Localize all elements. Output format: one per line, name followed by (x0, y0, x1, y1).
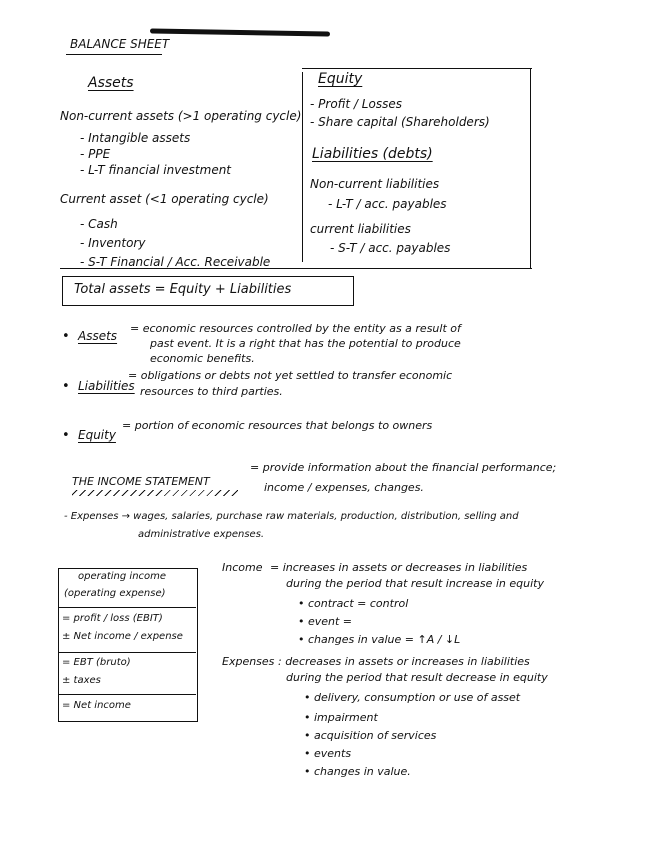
income-statement-text: = provide information about the financial performance; (250, 461, 557, 474)
expenses-bullet: • acquisition of services (304, 729, 437, 742)
calc-divider (58, 607, 196, 608)
liability-item: - L-T / acc. payables (328, 197, 447, 211)
calc-row: ± taxes (62, 675, 101, 686)
noncurrent-assets-heading: Non-current assets (>1 operating cycle) (60, 109, 302, 123)
calc-divider (58, 694, 196, 695)
expenses-definition: during the period that result decrease in equity (286, 671, 548, 684)
calc-row: ± Net income / expense (62, 631, 183, 642)
equity-definition: = portion of economic resources that belongs to owners (122, 419, 433, 432)
asset-item: - PPE (80, 147, 111, 161)
assets-definition-line: past event. It is a right that has the potential to produce (150, 337, 461, 350)
title-underline (66, 54, 162, 55)
income-definition: during the period that result increase in equity (286, 577, 544, 590)
equity-right-border (530, 68, 531, 268)
equity-top-border (302, 68, 532, 69)
expenses-definition: : decreases in assets or increases in liabilities (278, 655, 530, 668)
asset-item: - Inventory (80, 236, 146, 250)
income-bullet: • event = (298, 615, 353, 628)
bullet: • (62, 379, 70, 394)
page-title: BALANCE SHEET (70, 37, 170, 51)
bullet: • (62, 329, 70, 344)
income-label: Income (222, 561, 263, 574)
calc-row: = Net income (62, 700, 131, 711)
expenses-note: - Expenses → wages, salaries, purchase raw materials, production, distribution, selling and (64, 511, 519, 522)
assets-definition-line: economic benefits. (150, 352, 255, 365)
income-statement-text: income / expenses, changes. (264, 481, 424, 494)
expenses-bullet: • changes in value. (304, 765, 411, 778)
equity-item: - Share capital (Shareholders) (310, 115, 490, 129)
assets-heading: Assets (88, 75, 134, 91)
calc-row: = EBT (bruto) (62, 657, 131, 668)
current-assets-heading: Current asset (<1 operating cycle) (60, 192, 269, 206)
income-definition: = increases in assets or decreases in liabilities (270, 561, 528, 574)
asset-item: - S-T Financial / Acc. Receivable (80, 255, 271, 269)
expenses-bullet: • events (304, 747, 352, 760)
balance-formula: Total assets = Equity + Liabilities (74, 282, 292, 297)
equity-item: - Profit / Losses (310, 97, 402, 111)
liabilities-definition-line: resources to third parties. (140, 385, 283, 398)
assets-definition-line: = economic resources controlled by the entity as a result of (130, 322, 461, 335)
calc-divider (58, 652, 196, 653)
liabilities-heading: Liabilities (debts) (312, 146, 433, 162)
current-liabilities-heading: current liabilities (310, 222, 411, 236)
expenses-bullet: • delivery, consumption or use of asset (304, 691, 521, 704)
liabilities-definition-line: = obligations or debts not yet settled to transfer economic (128, 369, 453, 382)
bullet: • (62, 428, 70, 443)
asset-item: - Intangible assets (80, 131, 191, 145)
wavy-underline (72, 490, 238, 496)
liability-item: - S-T / acc. payables (330, 241, 451, 255)
income-statement-heading: THE INCOME STATEMENT (72, 475, 210, 488)
calc-row: = profit / loss (EBIT) (62, 613, 163, 624)
calc-row: operating income (78, 571, 167, 582)
scribble-mark (150, 28, 330, 36)
calc-row: (operating expense) (64, 588, 166, 599)
equity-term: Equity (78, 428, 116, 442)
liabilities-term: Liabilities (78, 379, 135, 393)
expenses-label: Expenses (222, 655, 275, 668)
income-bullet: • contract = control (298, 597, 409, 610)
t-chart-divider (302, 72, 303, 262)
income-bullet: • changes in value = ↑A / ↓L (298, 633, 461, 646)
expenses-note: administrative expenses. (138, 529, 265, 540)
asset-item: - Cash (80, 217, 118, 231)
equity-heading: Equity (318, 71, 363, 87)
asset-item: - L-T financial investment (80, 163, 232, 177)
assets-term: Assets (78, 329, 118, 343)
expenses-bullet: • impairment (304, 711, 378, 724)
noncurrent-liabilities-heading: Non-current liabilities (310, 177, 440, 191)
